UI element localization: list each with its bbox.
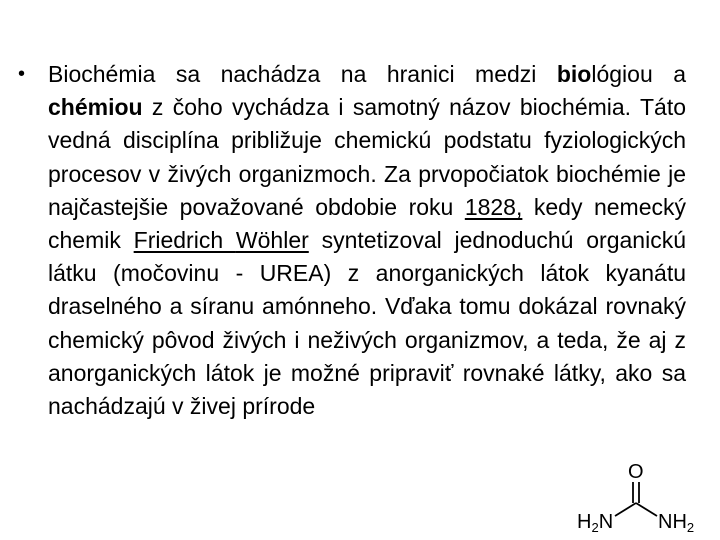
subscript-2: 2: [591, 520, 599, 535]
bullet-point: •: [18, 63, 26, 85]
bold-term-chemiou: chémiou: [48, 94, 143, 121]
text-segment: Biochémia sa nachádza na hranici medzi: [48, 61, 557, 87]
left-amine-group: [577, 511, 613, 535]
bold-term-bio: bio: [556, 61, 592, 87]
nitrogen-label: N: [598, 511, 614, 533]
hydrogen-label: H: [577, 511, 592, 533]
subscript-2: 2: [686, 520, 695, 535]
underlined-last-name: Wöhler: [235, 227, 309, 254]
body-paragraph: [48, 58, 686, 423]
bond-right: [636, 503, 657, 516]
urea-structure-diagram: [572, 456, 702, 536]
oxygen-atom-label: O: [628, 461, 644, 483]
text-segment: lógiou a: [591, 61, 686, 87]
nh-label: NH: [658, 511, 687, 533]
underlined-year: 1828,: [464, 193, 523, 220]
bond-left: [615, 503, 636, 516]
underlined-first-name: Friedrich: [133, 227, 236, 254]
text-segment: syntetizoval jednoduchú organickú látku (močovinu - UREA) z anorganických látok kyanátu draselného a síranu amónneho. Vďaka tomu dokázal rovnaký chemický pôvod živých i neživých organizmov, a teda, že aj z anorganických látok je možné pripraviť rovnaké látky, ako sa nachádzajú v živej prírode: [48, 227, 686, 420]
text-segment: z čoho vychádza i samotný názov biochémia. Táto vedná disciplína približuje chemickú podstatu fyziologických procesov v živých organizmoch. Za prvopočiatok biochémie je najčastejšie považované obdobie roku: [48, 94, 686, 220]
right-amine-group: [658, 511, 694, 535]
text-segment: kedy nemecký chemik: [48, 193, 686, 254]
